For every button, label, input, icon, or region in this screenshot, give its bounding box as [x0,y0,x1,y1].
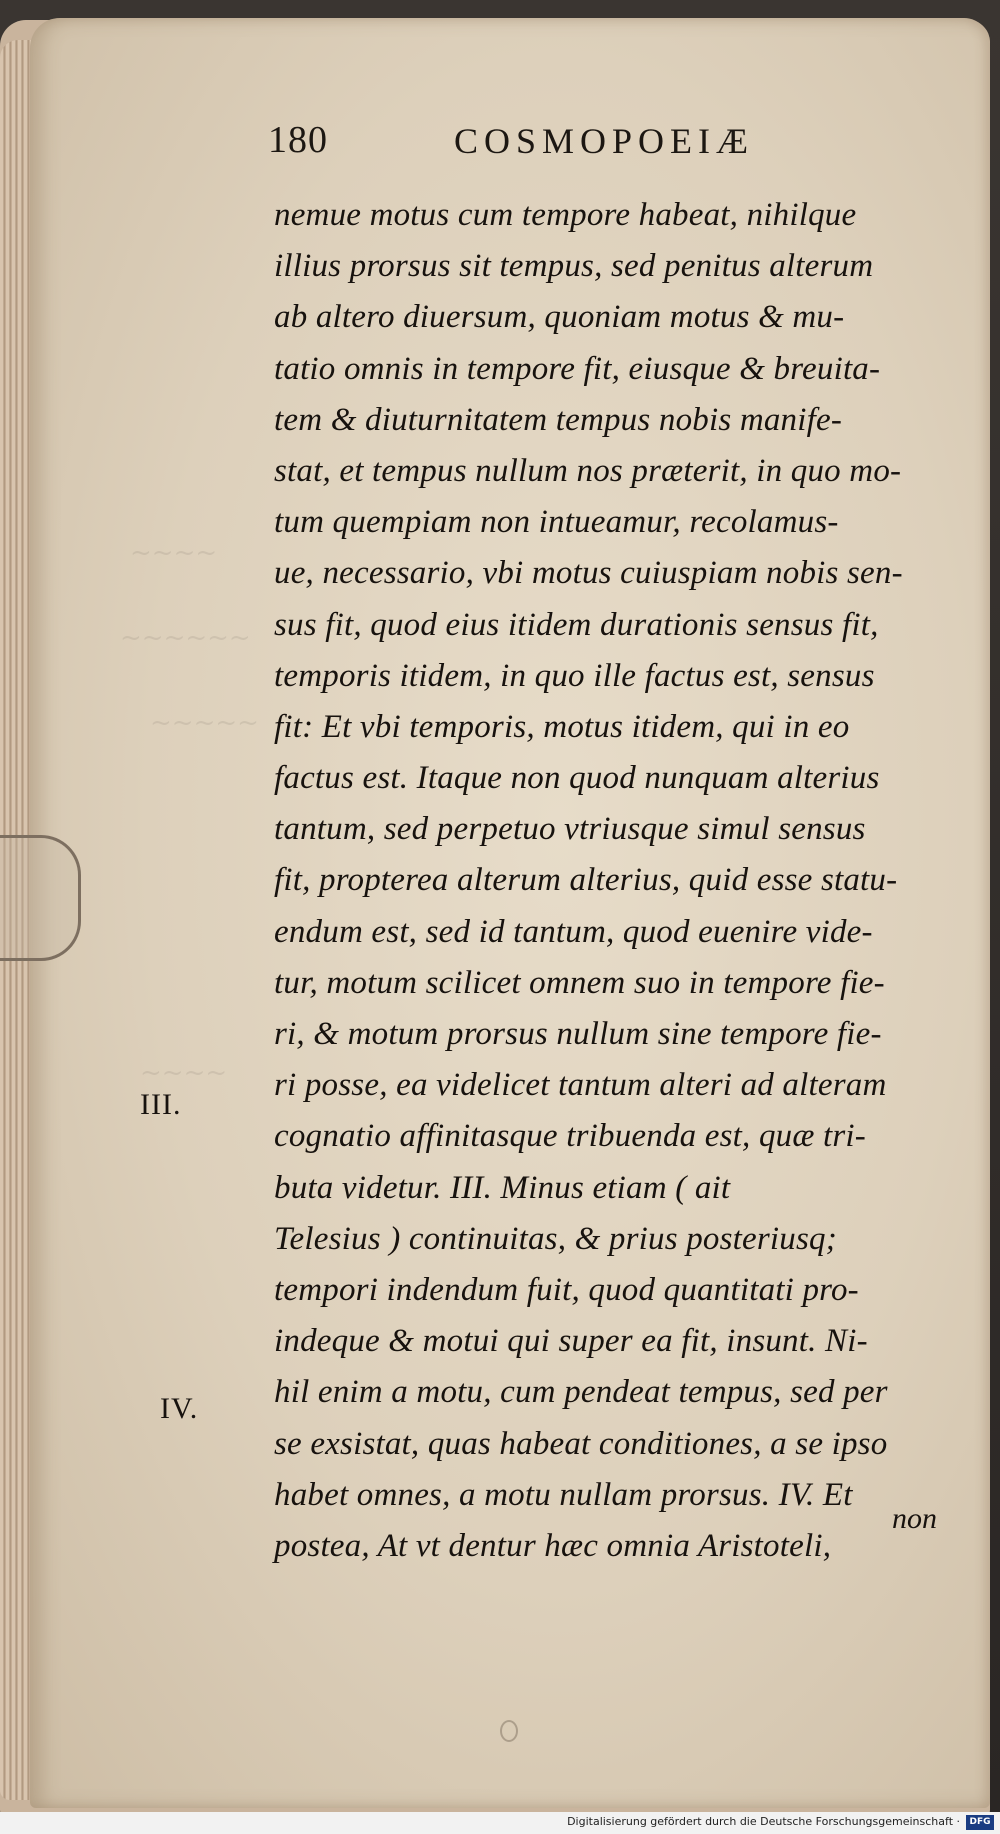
text-line: endum est, sed id tantum, quod euenire vide- [274,913,873,950]
footer-credit: Digitalisierung gefördert durch die Deutsche Forschungsgemeinschaft · [567,1815,960,1828]
text-line: se exsistat, quas habeat conditiones, a se ipso [274,1425,888,1462]
show-through-text: ~~~~ [130,538,218,568]
page-number: 180 [268,119,328,161]
body-text [274,190,964,1572]
text-line: tatio omnis in tempore fit, eiusque & breuita- [274,350,881,387]
text-line: tur, motum scilicet omnem suo in tempore fie- [274,964,885,1001]
text-line: ri posse, ea videlicet tantum alteri ad alteram [274,1067,887,1104]
marginal-note-iii: III. [140,1088,182,1121]
text-line: tempori indendum fuit, quod quantitati pro- [274,1271,859,1308]
text-line: hil enim a motu, cum pendeat tempus, sed per [274,1374,888,1411]
text-line: ab altero diuersum, quoniam motus & mu- [274,299,845,336]
text-line: sus fit, quod eius itidem durationis sensus fit, [274,606,879,643]
show-through-text: ~~~~ [140,1058,228,1088]
digitization-footer [0,1812,1000,1834]
text-line: buta videtur. III. Minus etiam ( ait [274,1169,731,1206]
text-line: cognatio affinitasque tribuenda est, quæ tri- [274,1118,866,1155]
text-line: factus est. Itaque non quod nunquam alterius [274,760,880,797]
running-head: COSMOPOEIÆ [454,121,755,161]
text-line: ue, necessario, vbi motus cuiuspiam nobis sen- [274,555,903,592]
text-line: fit: Et vbi temporis, motus itidem, qui in eo [274,708,850,745]
show-through-text: ~~~~~~ [120,623,251,653]
text-line: habet omnes, a motu nullam prorsus. IV. Et [274,1476,853,1513]
text-line: illius prorsus sit tempus, sed penitus alterum [274,248,874,285]
text-line: stat, et tempus nullum nos præterit, in quo mo- [274,452,902,489]
text-line: nemue motus cum tempore habeat, nihilque [274,197,857,233]
text-line: fit, propterea alterum alterius, quid esse statu- [274,862,898,899]
catchword: non [892,1502,937,1535]
page-header [268,118,828,168]
text-line: indeque & motui qui super ea fit, insunt. Ni- [274,1323,868,1360]
text-line: postea, At vt dentur hæc omnia Aristoteli, [274,1527,832,1564]
text-line: Telesius ) continuitas, & prius posteriusq; [274,1220,837,1257]
dfg-logo: DFG [966,1815,994,1830]
page-clip [0,835,81,961]
text-line: tantum, sed perpetuo vtriusque simul sensus [274,811,866,848]
paper-mark [500,1720,518,1742]
marginal-note-iv: IV. [160,1392,199,1425]
text-line: tem & diuturnitatem tempus nobis manife- [274,401,843,438]
text-line: temporis itidem, in quo ille factus est, sensus [274,657,875,694]
text-line: ri, & motum prorsus nullum sine tempore fie- [274,1016,882,1052]
text-line: tum quempiam non intueamur, recolamus- [274,504,839,541]
show-through-text: ~~~~~ [150,708,259,738]
